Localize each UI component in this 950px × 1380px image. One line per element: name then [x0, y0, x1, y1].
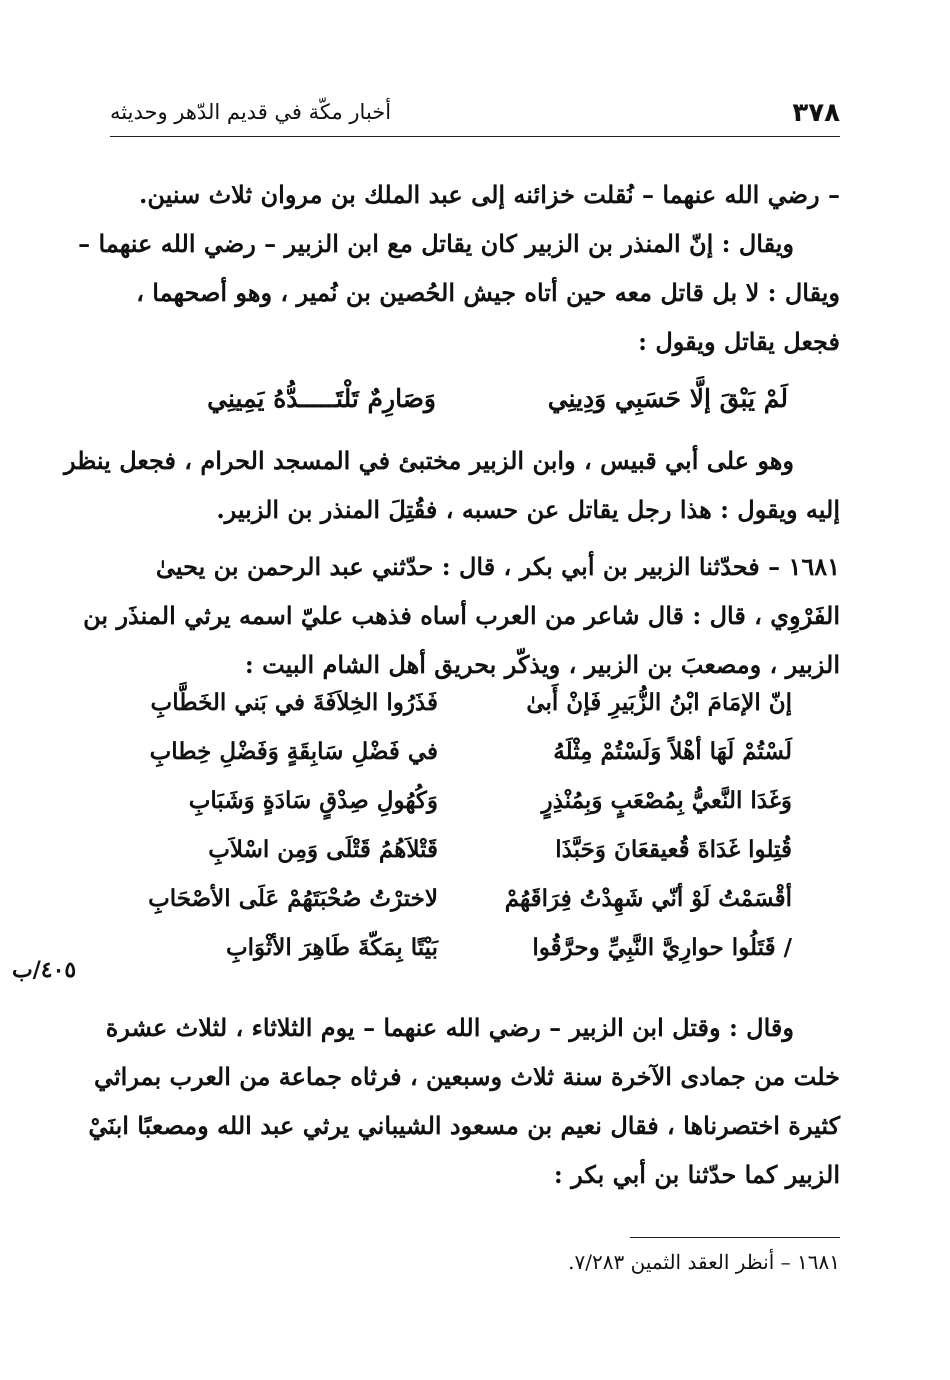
poem-hemistich-second: بَيْتًا بِمَكّةَ طَاهِرَ الأثْوَابِ: [225, 934, 438, 961]
poem-hemistich-second: في فَضْلِ سَابِقَةٍ وَفَضْلِ خِطابِ: [149, 738, 438, 765]
poem-verse: [110, 787, 840, 835]
poem-hemistich-first: أقْسَمْتُ لَوْ أنّي شَهِدْتُ فِرَاقَهُمْ: [504, 885, 792, 912]
page-body: [63, 170, 840, 1199]
paragraph-1: [110, 170, 840, 219]
verse-line: [110, 366, 840, 436]
poem-verse: [110, 836, 840, 884]
page-header: [110, 92, 840, 137]
manuscript-folio-note: ٤٠٥/ب: [12, 957, 77, 983]
poem: [110, 689, 840, 989]
paragraph-2: [78, 219, 840, 366]
footnote-rule: [630, 1237, 840, 1238]
running-title: أخبار مكّة في قديم الدّهر وحديثه: [110, 100, 392, 124]
poem-verse: [110, 934, 840, 982]
poem-hemistich-first: وَغَدَا النَّعيُّ بِمُصْعَبٍ وَبِمُنْذِرٍ: [541, 787, 792, 814]
text-line: وهو على أبي قبيس ، وابن الزبير مختبئ في المسجد الحرام ، فجعل ينظر: [63, 446, 794, 475]
poem-hemistich-first: إنّ الإمَامَ ابْنُ الزُّبَيرِ فَإنْ أَبىٰ: [526, 689, 792, 716]
footnote: ١٦٨١ – أنظر العقد الثمين ٧/٢٨٣.: [568, 1250, 840, 1274]
text-line: – رضي الله عنهما – نُقلت خزائنه إلى عبد الملك بن مروان ثلاث سنين.: [139, 180, 840, 209]
poem-verse: [110, 689, 840, 737]
poem-hemistich-second: وَكُهُولِ صِدْقٍ سَادَةٍ وَشَبَابِ: [188, 787, 438, 814]
text-line: الفَرْوِي ، قال : قال شاعر من العرب أساه فذهب عليّ اسمه يرثي المنذَر بن: [83, 601, 840, 630]
poem-hemistich-first: / قَتَلُوا حوارِيَّ النَّبِيِّ وحرَّقُوا: [532, 934, 792, 961]
paragraph-3: [63, 436, 840, 534]
paragraph-4: [83, 542, 840, 689]
text-line: خلت من جمادى الآخرة سنة ثلاث وسبعين ، فرثاه جماعة من العرب بمراثي: [94, 1062, 840, 1091]
text-line: ويقال : إنّ المنذر بن الزبير كان يقاتل مع ابن الزبير – رضي الله عنهما –: [78, 229, 794, 258]
text-line: الزبير ، ومصعبَ بن الزبير ، ويذكّر بحريق أهل الشام البيت :: [244, 650, 840, 679]
verse-hemistich-first: لَمْ يَبْقَ إلَّا حَسَبِي وَدِينِي: [547, 384, 788, 413]
poem-hemistich-second: لاخترْتُ صُحْبَتَهُمْ عَلَى الأصْحَابِ: [148, 885, 438, 912]
poem-hemistich-first: لَسْتُمْ لَهَا أهْلاً وَلَسْتُمْ مِثْلَهُ: [553, 738, 792, 765]
poem-hemistich-second: قَتْلاَهُمُ قَتْلَى وَمِن اسْلاَبِ: [208, 836, 438, 863]
text-line: ١٦٨١ – فحدّثنا الزبير بن أبي بكر ، قال : حدّثني عبد الرحمن بن يحيىٰ: [155, 552, 840, 581]
poem-verse: [110, 885, 840, 933]
text-line: كثيرة اختصرناها ، فقال نعيم بن مسعود الشيباني يرثي عبد الله ومصعبًا ابنَيْ: [88, 1111, 840, 1140]
text-line: فجعل يقاتل ويقول :: [638, 327, 840, 356]
paragraph-5: [88, 1003, 840, 1199]
verse-hemistich-second: وَصَارِمٌ تَلْتَـــــدُّهُ يَمِينِي: [207, 384, 436, 413]
poem-hemistich-first: قُتِلوا غَدَاةَ قُعيقعَانَ وَحَبَّذَا: [555, 836, 792, 863]
poem-hemistich-second: فَذَرُوا الخِلاَفَةَ في بَني الخَطَّابِ: [150, 689, 438, 716]
poem-verse: [110, 738, 840, 786]
text-line: وقال : وقتل ابن الزبير – رضي الله عنهما – يوم الثلاثاء ، لثلاث عشرة: [105, 1013, 794, 1042]
page-number: ٣٧٨: [792, 98, 840, 128]
text-line: الزبير كما حدّثنا بن أبي بكر :: [553, 1160, 840, 1189]
text-line: إليه ويقول : هذا رجل يقاتل عن حسبه ، فقُتِلَ المنذر بن الزبير.: [216, 495, 840, 524]
text-line: ويقال : لا بل قاتل معه حين أتاه جيش الحُصين بن نُمير ، وهو أصحهما ،: [136, 278, 840, 307]
